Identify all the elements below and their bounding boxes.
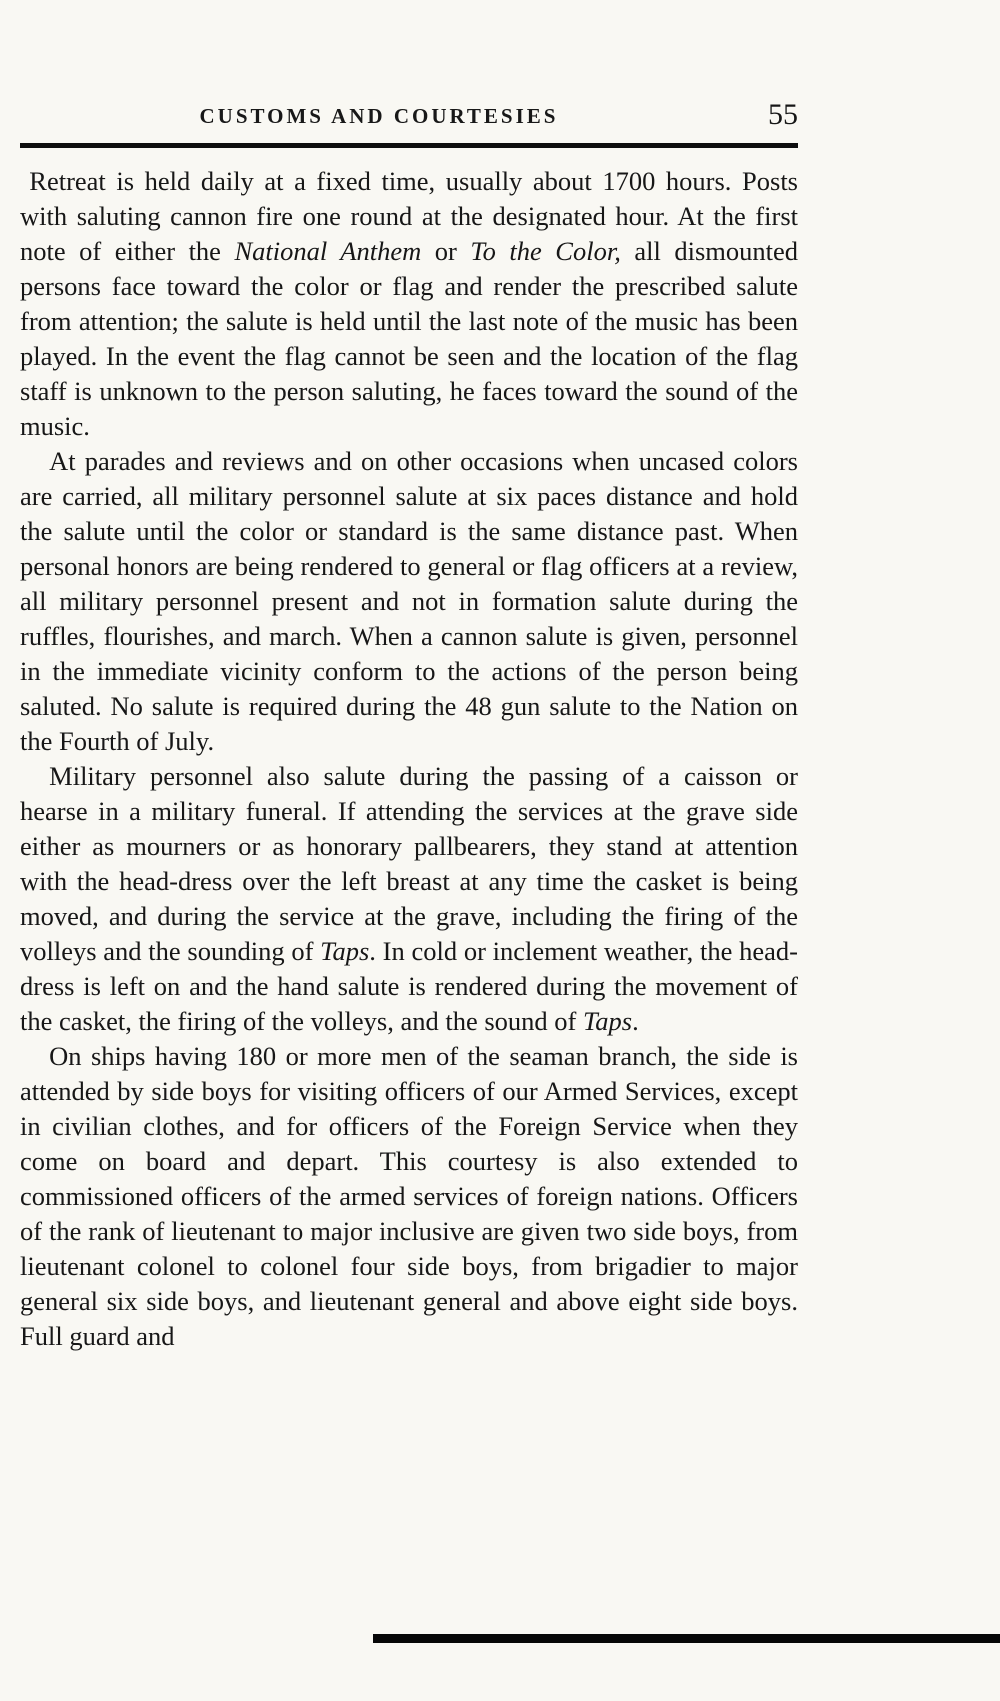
running-header xyxy=(20,98,798,138)
text-run: all dismounted persons face toward the color or flag and render the prescribed salute from attention; the salute is held until the last note of the music has been played. In the event the flag cannot be seen and the location of the flag staff is unknown to the person saluting, he faces toward the sound of the music. xyxy=(20,236,799,441)
italic-run: National Anthem xyxy=(234,236,422,266)
italic-run: Taps xyxy=(320,936,370,966)
paragraph xyxy=(20,164,798,444)
text-run: Retreat is held daily at a fixed time, usually about 1700 hours. Posts with saluting cannon fire one round at the designated hour. At the first note of either the xyxy=(20,166,798,266)
text-run: or xyxy=(421,236,471,266)
text-run: On ships having 180 or more men of the seaman branch, the side is attended by side boys for visiting officers of our Armed Services, except in civilian clothes, and for officers of the Foreign Service when they come on board and depart. This courtesy is also extended to commissioned officers of the armed services of foreign nations. Officers of the rank of lieutenant to major inclusive are given two side boys, from lieutenant colonel to colonel four side boys, from brigadier to major general six side boys, and lieutenant general and above eight side boys. Full guard and xyxy=(20,1041,798,1351)
text-run: At parades and reviews and on other occasions when uncased colors are carried, all military personnel salute at six paces distance and hold the salute until the color or standard is the same distance past. When personal honors are being rendered to general or flag officers at a review, all military personnel present and not in formation salute during the ruffles, flourishes, and march. When a cannon salute is given, personnel in the immediate vicinity conform to the actions of the person being saluted. No salute is required during the 48 gun salute to the Nation on the Fourth of July. xyxy=(20,446,798,756)
text-run: . In cold or inclement weather, the head-dress is left on and the hand salute is rendered during the movement of the casket, the firing of the volleys, and the sound of xyxy=(20,936,799,1036)
paragraph xyxy=(20,759,798,1039)
paragraph xyxy=(20,444,798,759)
header-rule xyxy=(20,143,798,148)
text-column xyxy=(20,98,799,1354)
bottom-rule xyxy=(373,1634,1000,1643)
page-body xyxy=(20,164,798,1354)
text-run: . xyxy=(632,1006,639,1036)
text-run: Military personnel also salute during the passing of a caisson or hearse in a military funeral. If attending the services at the grave side either as mourners or as honorary pallbearers, they stand at attention with the head-dress over the left breast at any time the casket is being moved, and during the service at the grave, including the firing of the volleys and the sounding of xyxy=(20,761,798,966)
page-number: 55 xyxy=(768,98,798,131)
italic-run: Taps xyxy=(582,1006,633,1036)
paragraph xyxy=(20,1039,798,1354)
header-title: CUSTOMS AND COURTESIES xyxy=(199,104,559,128)
italic-run: To the Color, xyxy=(470,236,621,266)
